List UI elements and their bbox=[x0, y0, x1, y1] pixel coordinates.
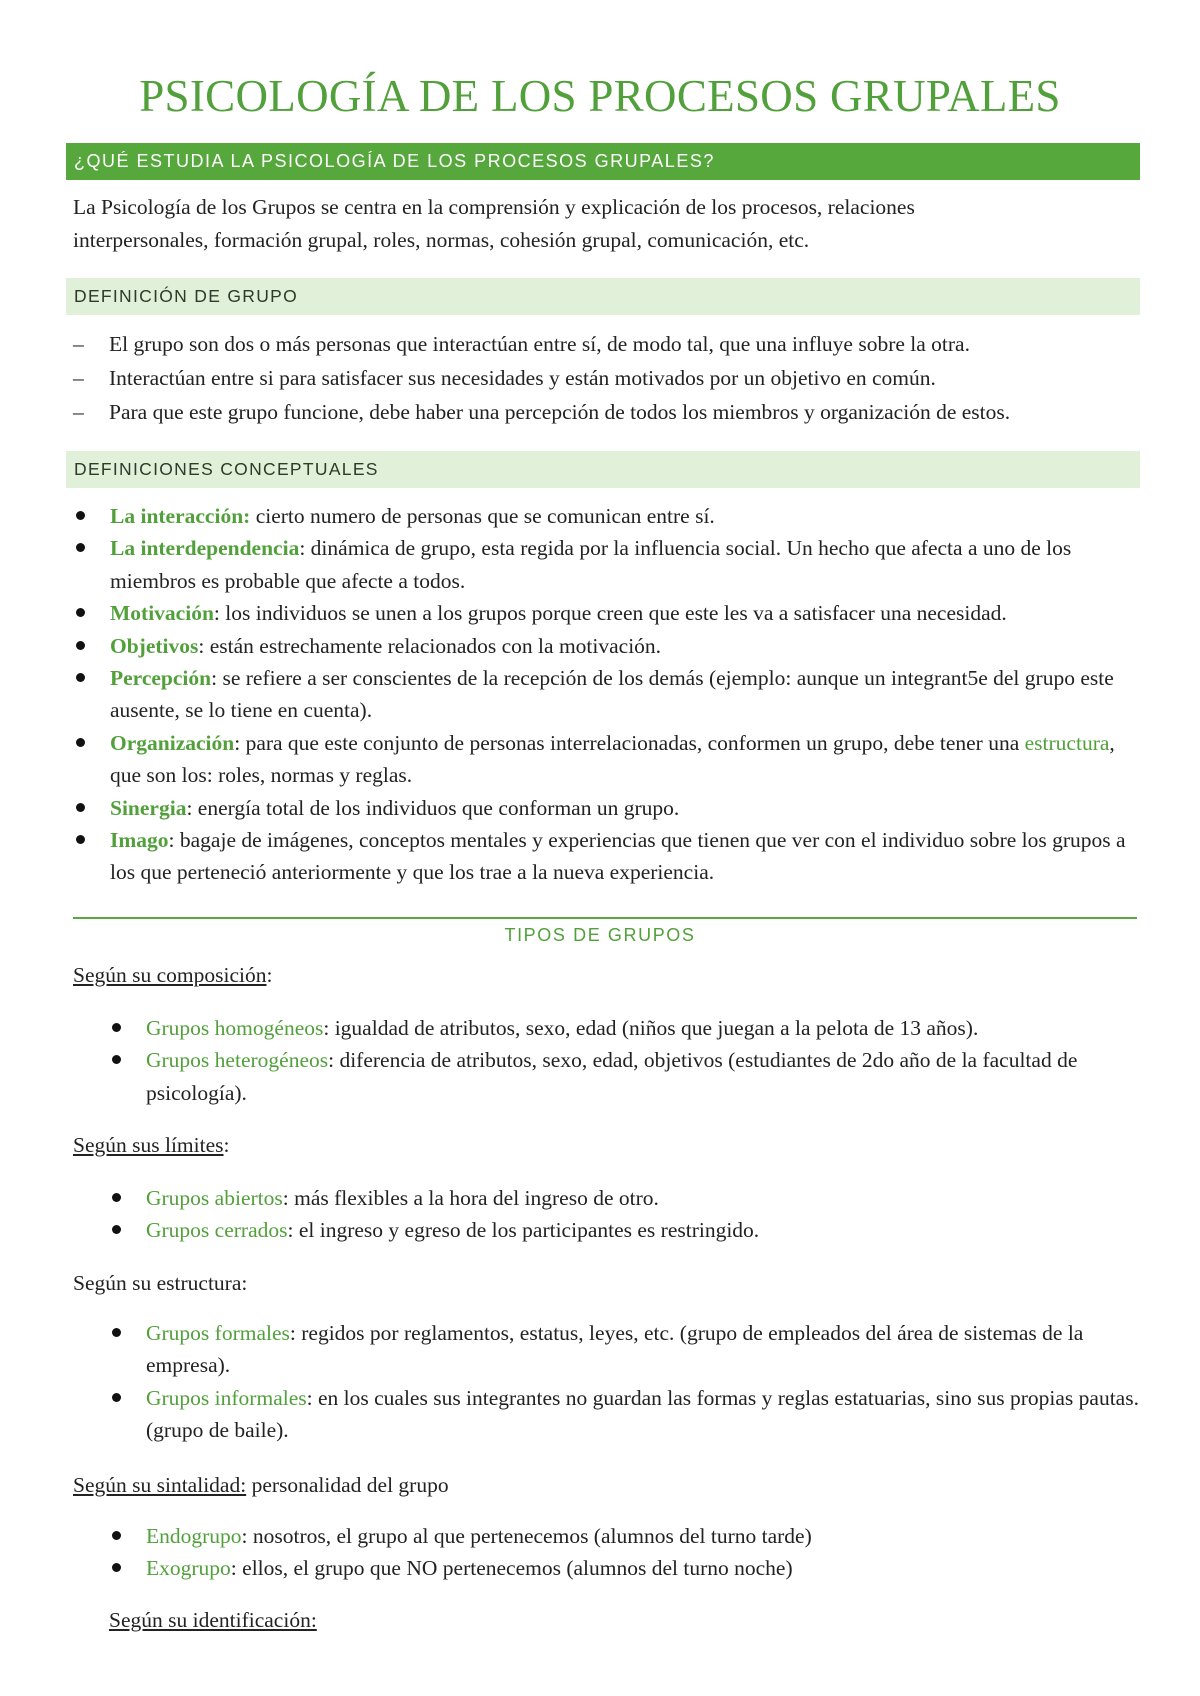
term: Objetivos bbox=[110, 633, 199, 658]
limites-list bbox=[109, 1182, 1144, 1247]
highlight-term: estructura bbox=[1024, 730, 1110, 755]
bullet-icon bbox=[76, 543, 85, 552]
bullet-icon bbox=[76, 738, 85, 747]
section-heading-conceptuales: DEFINICIONES CONCEPTUALES bbox=[66, 451, 1140, 488]
list-item: Grupos cerrados: el ingreso y egreso de los participantes es restringido. bbox=[109, 1214, 1144, 1246]
term: Imago bbox=[110, 828, 169, 853]
subheading-composicion: Según su composición: bbox=[73, 963, 273, 987]
subheading-identificacion: Según su identificación: bbox=[109, 1608, 317, 1632]
term: Motivación bbox=[110, 601, 214, 626]
definition-list bbox=[73, 327, 1148, 429]
bullet-icon bbox=[76, 608, 85, 617]
bullet-icon bbox=[112, 1393, 121, 1402]
term: Sinergia bbox=[110, 795, 187, 820]
dash-marker: – bbox=[73, 400, 84, 424]
list-item: Grupos formales: regidos por reglamentos, estatus, leyes, etc. (grupo de empleados del área de sistemas de la empresa). bbox=[109, 1317, 1144, 1382]
list-item: La interacción: cierto numero de personas que se comunican entre sí. bbox=[73, 500, 1145, 532]
sintalidad-list bbox=[109, 1520, 1144, 1585]
term: Endogrupo bbox=[146, 1524, 242, 1548]
intro-paragraph bbox=[73, 191, 1133, 257]
term: Organización bbox=[110, 730, 235, 755]
bullet-icon bbox=[76, 673, 85, 682]
list-item: Percepción: se refiere a ser conscientes de la recepción de los demás (ejemplo: aunque un integrant5e del grupo este ausente, se lo tiene en cuenta). bbox=[73, 662, 1145, 727]
subheading-estructura: Según su estructura: bbox=[73, 1271, 248, 1295]
term: Grupos formales bbox=[146, 1321, 290, 1345]
bullet-icon bbox=[76, 511, 85, 520]
list-item: Organización: para que este conjunto de personas interrelacionadas, conformen un grupo, debe tener una estructura, que son los: roles, normas y reglas. bbox=[73, 727, 1145, 792]
estructura-list bbox=[109, 1317, 1144, 1447]
bullet-icon bbox=[112, 1531, 121, 1540]
intro-line-2: interpersonales, formación grupal, roles, normas, cohesión grupal, comunicación, etc. bbox=[73, 228, 810, 252]
bullet-icon bbox=[76, 641, 85, 650]
list-item: Motivación: los individuos se unen a los grupos porque creen que este les va a satisfacer una necesidad. bbox=[73, 597, 1145, 629]
list-item: Objetivos: están estrechamente relacionados con la motivación. bbox=[73, 630, 1145, 662]
term: Grupos informales bbox=[146, 1385, 307, 1410]
term: Exogrupo bbox=[146, 1556, 231, 1581]
subheading-limites: Según sus límites: bbox=[73, 1133, 230, 1157]
subheading-sintalidad: Según su sintalidad: personalidad del grupo bbox=[73, 1473, 449, 1497]
term: La interdependencia bbox=[110, 536, 300, 561]
bullet-icon bbox=[76, 803, 85, 812]
list-item: La interdependencia: dinámica de grupo, esta regida por la influencia social. Un hecho que afecta a uno de los miembros es probable que afecte a todos. bbox=[73, 532, 1145, 597]
bullet-icon bbox=[112, 1563, 121, 1572]
bullet-icon bbox=[76, 835, 85, 844]
list-item: Grupos abiertos: más flexibles a la hora del ingreso de otro. bbox=[109, 1182, 1144, 1214]
section-heading-definicion: DEFINICIÓN DE GRUPO bbox=[66, 278, 1140, 315]
list-item: Grupos homogéneos: igualdad de atributos, sexo, edad (niños que juegan a la pelota de 13 años). bbox=[109, 1012, 1144, 1044]
list-item: Endogrupo: nosotros, el grupo al que pertenecemos (alumnos del turno tarde) bbox=[109, 1520, 1144, 1552]
section-heading-tipos: TIPOS DE GRUPOS bbox=[504, 925, 696, 945]
term: Grupos homogéneos bbox=[146, 1016, 324, 1040]
bullet-icon bbox=[112, 1328, 121, 1337]
composicion-list bbox=[109, 1012, 1144, 1109]
intro-line-1: La Psicología de los Grupos se centra en la comprensión y explicación de los procesos, relaciones bbox=[73, 195, 915, 219]
term: Grupos abiertos bbox=[146, 1186, 283, 1210]
section-heading-que-estudia: ¿QUÉ ESTUDIA LA PSICOLOGÍA DE LOS PROCESOS GRUPALES? bbox=[66, 143, 1140, 180]
list-item: – El grupo son dos o más personas que interactúan entre sí, de modo tal, que una influye sobre la otra. bbox=[73, 327, 1148, 361]
dash-marker: – bbox=[73, 366, 84, 390]
list-item: Exogrupo: ellos, el grupo que NO pertenecemos (alumnos del turno noche) bbox=[109, 1552, 1144, 1584]
divider bbox=[73, 917, 1137, 919]
document-title: PSICOLOGÍA DE LOS PROCESOS GRUPALES bbox=[139, 71, 1061, 121]
list-item: Grupos informales: en los cuales sus integrantes no guardan las formas y reglas estatuarias, sino sus propias pautas. (grupo de baile). bbox=[109, 1382, 1144, 1447]
bullet-icon bbox=[112, 1225, 121, 1234]
term: Grupos cerrados bbox=[146, 1218, 288, 1243]
list-item: Imago: bagaje de imágenes, conceptos mentales y experiencias que tienen que ver con el individuo sobre los grupos a los que perteneció anteriormente y que los trae a la nueva experiencia. bbox=[73, 824, 1145, 889]
term: La interacción: bbox=[110, 504, 251, 528]
dash-marker: – bbox=[73, 332, 84, 356]
term: Grupos heterogéneos bbox=[146, 1048, 329, 1073]
bullet-icon bbox=[112, 1055, 121, 1064]
concepts-list bbox=[73, 500, 1145, 889]
list-item: – Para que este grupo funcione, debe haber una percepción de todos los miembros y organización de estos. bbox=[73, 395, 1148, 429]
list-item: Sinergia: energía total de los individuos que conforman un grupo. bbox=[73, 792, 1145, 824]
term: Percepción bbox=[110, 666, 212, 691]
bullet-icon bbox=[112, 1023, 121, 1032]
bullet-icon bbox=[112, 1193, 121, 1202]
list-item: – Interactúan entre si para satisfacer sus necesidades y están motivados por un objetivo en común. bbox=[73, 361, 1148, 395]
list-item: Grupos heterogéneos: diferencia de atributos, sexo, edad, objetivos (estudiantes de 2do año de la facultad de psicología). bbox=[109, 1044, 1144, 1109]
